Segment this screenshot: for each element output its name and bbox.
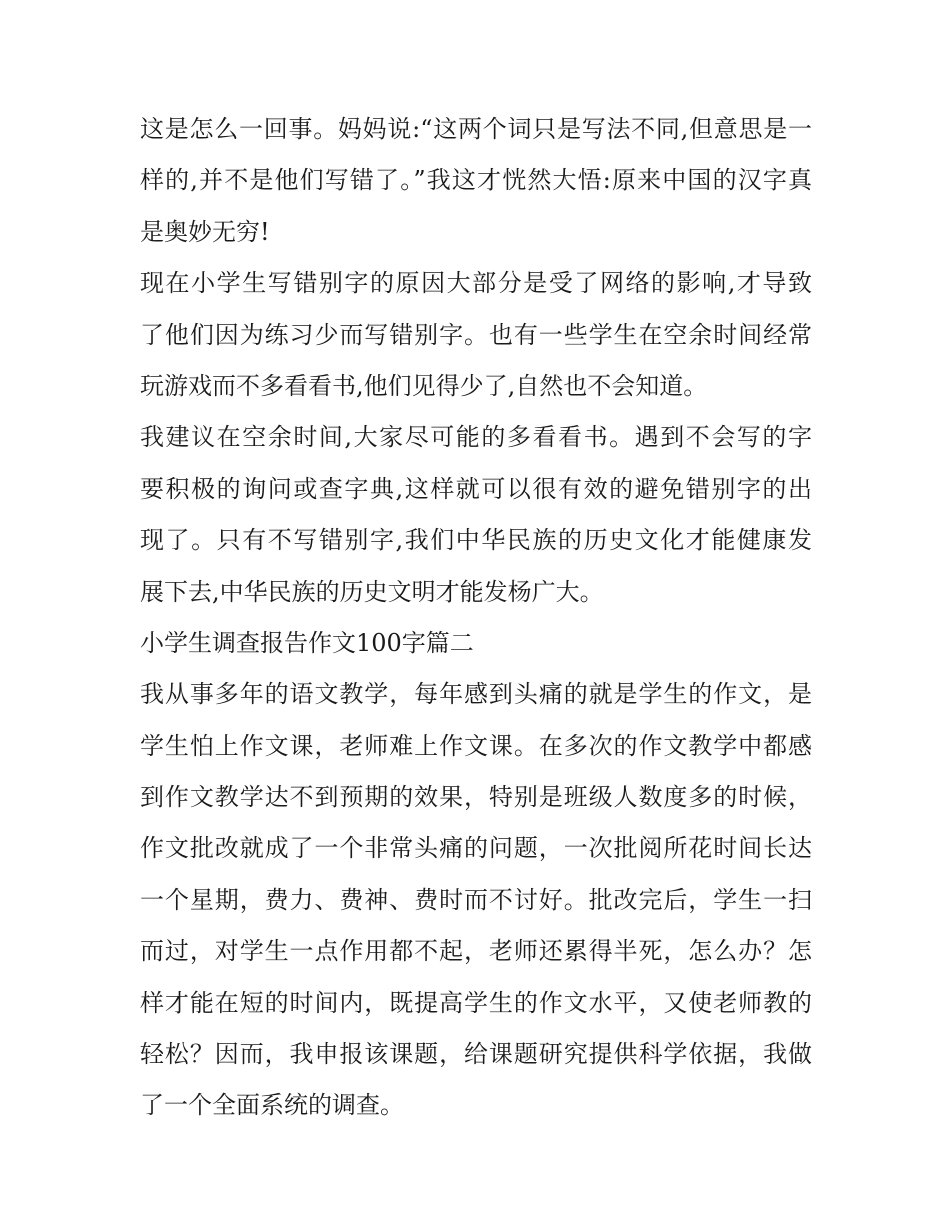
text-line: 这是怎么一回事。妈妈说:“这两个词只是写法不同,但意思是一 xyxy=(140,115,812,143)
text-line: 轻松？因而，我申报该课题，给课题研究提供科学依据，我做 xyxy=(140,1040,812,1069)
text-line: 到作文教学达不到预期的效果，特别是班级人数度多的时候， xyxy=(140,783,812,812)
document-body xyxy=(140,104,812,1132)
text-line: 作文批改就成了一个非常头痛的问题，一次批阅所花时间长达 xyxy=(140,834,812,863)
text-line: 了他们因为练习少而写错别字。也有一些学生在空余时间经常 xyxy=(140,320,812,349)
text-line: 玩游戏而不多看看书,他们见得少了,自然也不会知道。 xyxy=(140,371,708,400)
section-heading: 小学生调查报告作文100字篇二 xyxy=(140,628,474,657)
text-line: 展下去,中华民族的历史文明才能发杨广大。 xyxy=(140,577,604,606)
text-line: 一个星期，费力、费神、费时而不讨好。批改完后，学生一扫 xyxy=(140,885,812,914)
text-line: 现了。只有不写错别字,我们中华民族的历史文化才能健康发 xyxy=(140,526,812,555)
text-line: 我建议在空余时间,大家尽可能的多看看书。遇到不会写的字 xyxy=(140,423,812,452)
text-line: 我从事多年的语文教学，每年感到头痛的就是学生的作文，是 xyxy=(140,680,812,709)
text-line: 了一个全面系统的调查。 xyxy=(140,1091,404,1120)
text-line: 是奥妙无穷! xyxy=(140,217,270,246)
text-line: 学生怕上作文课，老师难上作文课。在多次的作文教学中都感 xyxy=(140,731,812,760)
text-line: 样才能在短的时间内，既提高学生的作文水平，又使老师教的 xyxy=(140,988,812,1017)
text-line: 现在小学生写错别字的原因大部分是受了网络的影响,才导致 xyxy=(140,269,812,298)
text-line: 要积极的询问或查字典,这样就可以很有效的避免错别字的出 xyxy=(140,474,812,503)
text-line: 样的,并不是他们写错了。”我这才恍然大悟:原来中国的汉字真 xyxy=(140,166,812,195)
text-line: 而过，对学生一点作用都不起，老师还累得半死，怎么办？怎 xyxy=(140,937,812,966)
